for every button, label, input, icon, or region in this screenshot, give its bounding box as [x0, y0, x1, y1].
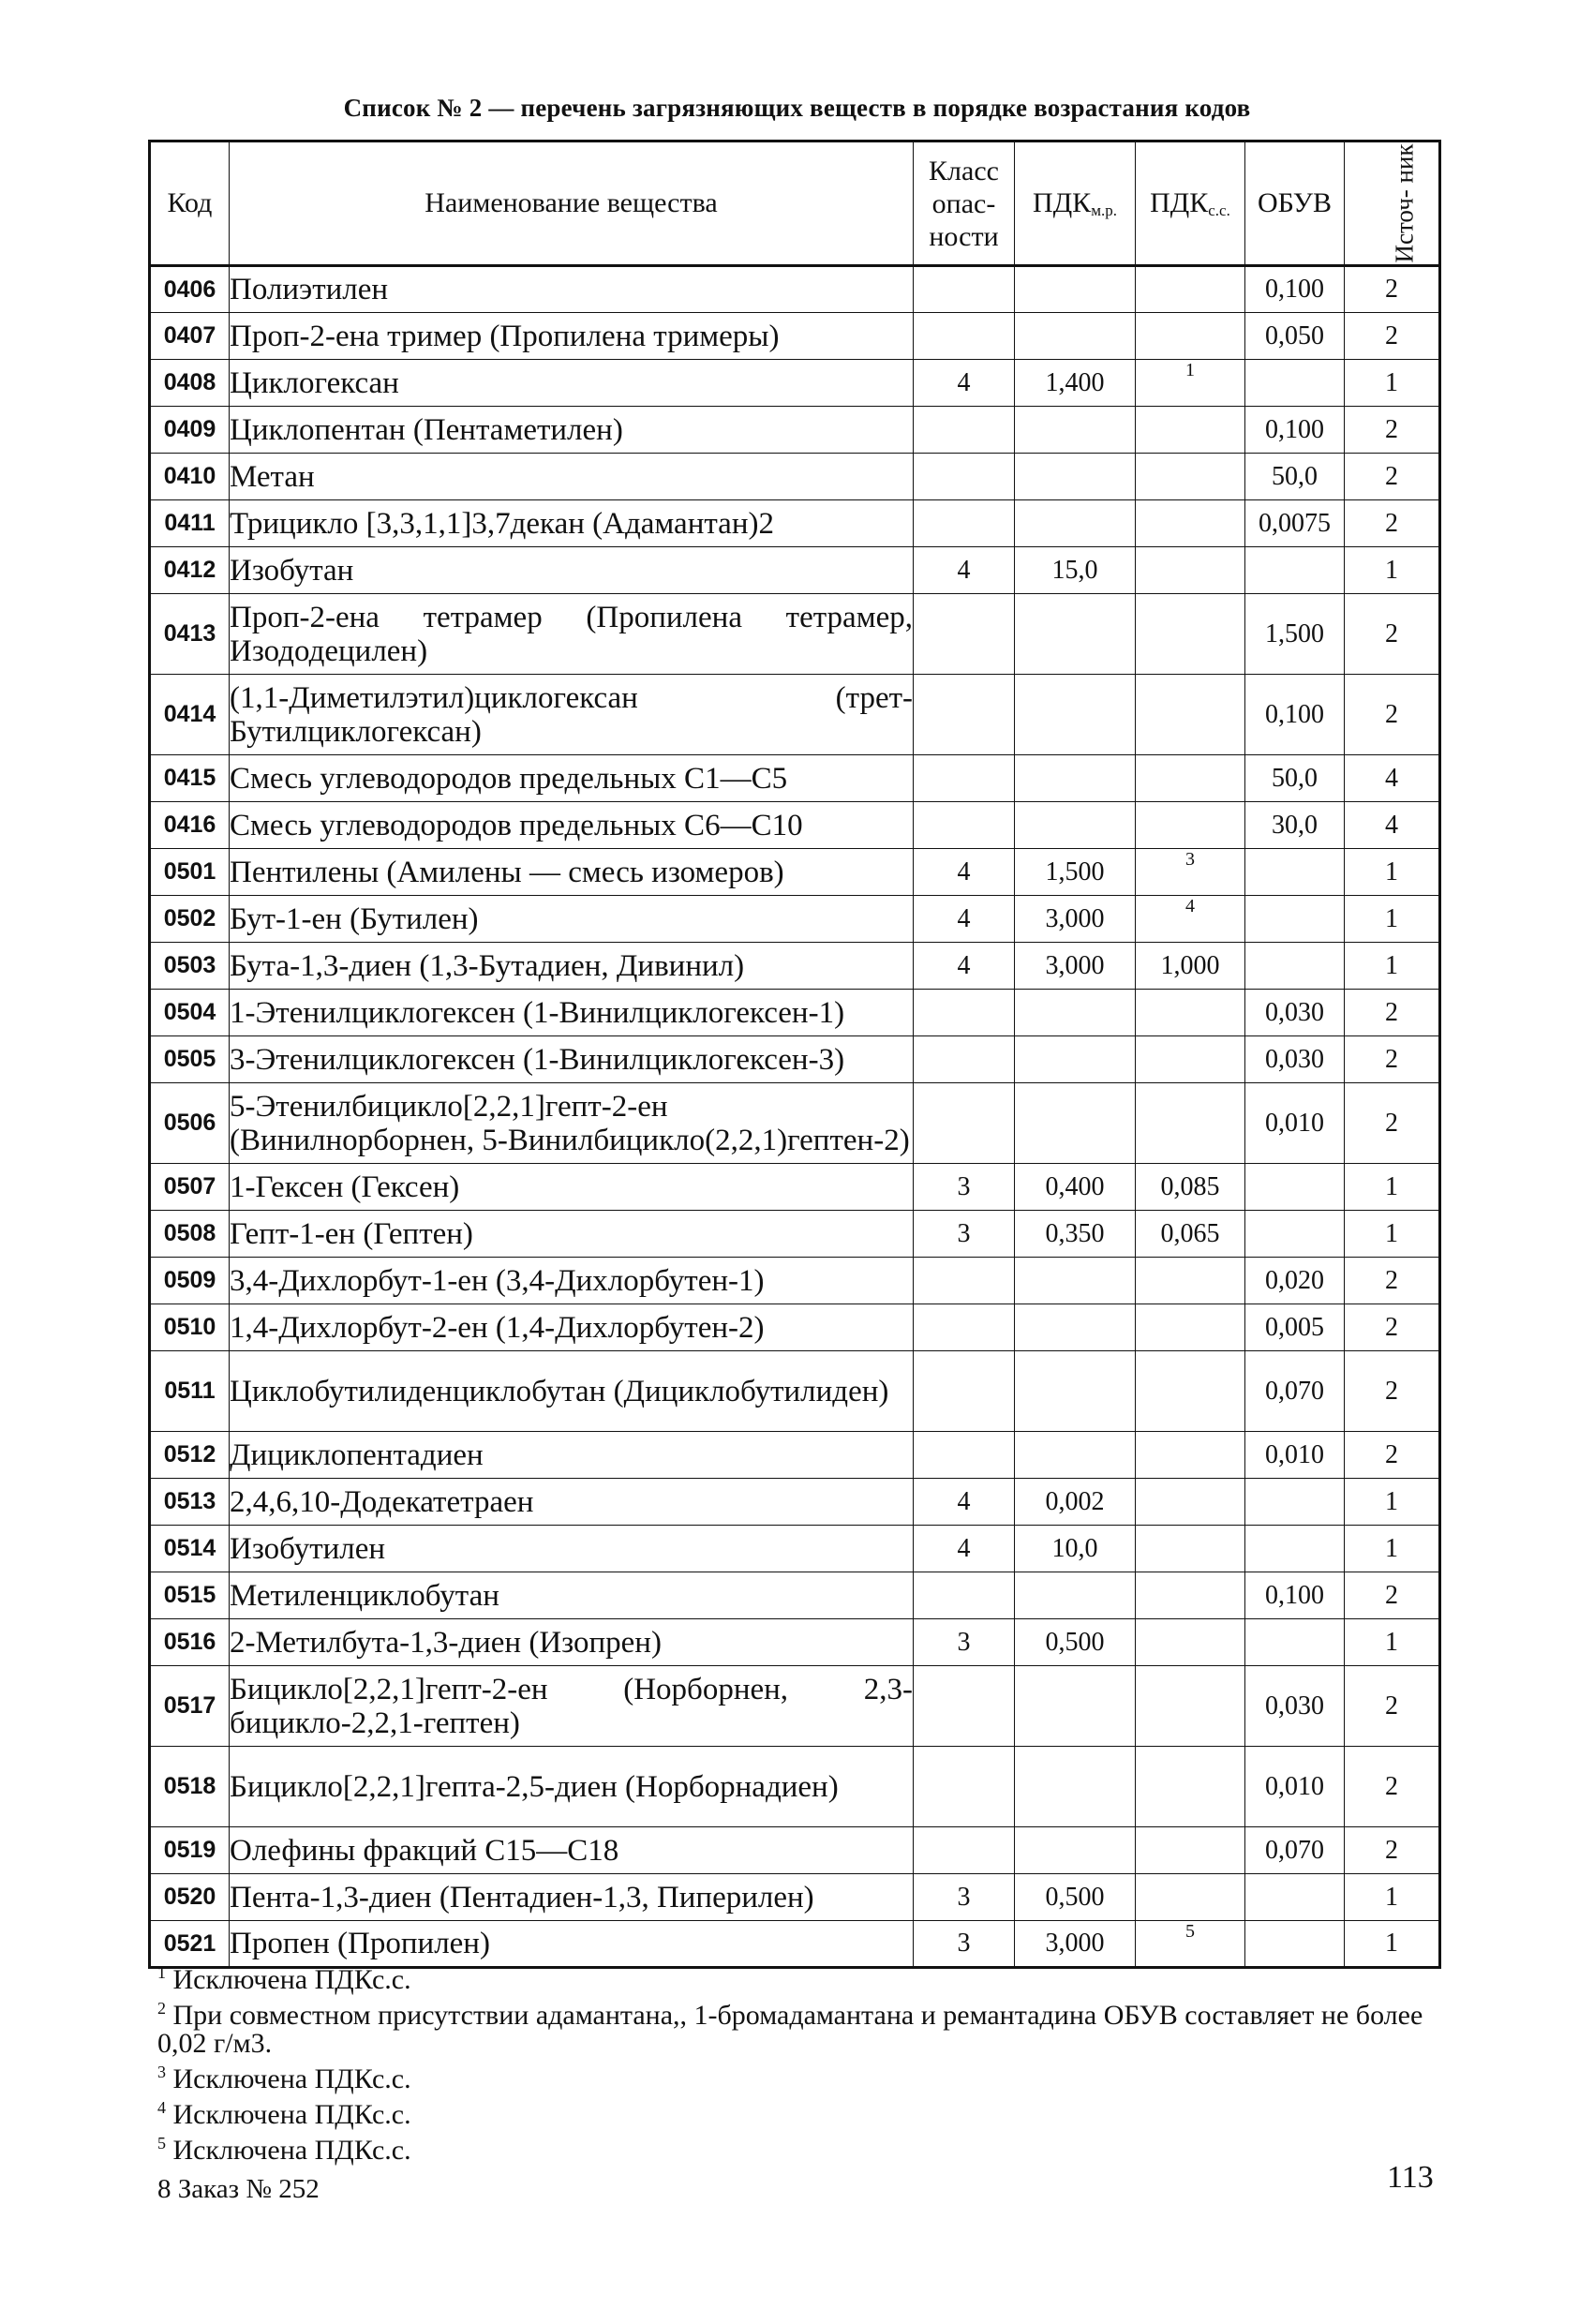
footnote-number: 4 [157, 2098, 166, 2117]
cell-code: 0507 [150, 1164, 230, 1211]
cell-pdk-ss [1136, 1827, 1245, 1874]
cell-code: 0505 [150, 1036, 230, 1083]
cell-pdk-ss [1136, 802, 1245, 849]
cell-pdk-mr: 0,500 [1015, 1619, 1136, 1666]
cell-obuv: 0,020 [1245, 1258, 1345, 1304]
page-title: Список № 2 — перечень загрязняющих веществ в порядке возрастания кодов [343, 94, 1251, 122]
cell-class [914, 1304, 1015, 1351]
footnote-text: Исключена ПДКс.с. [172, 2135, 411, 2166]
table-row [150, 755, 1440, 802]
cell-obuv: 0,0075 [1245, 500, 1345, 547]
table-header-row [150, 142, 1440, 266]
cell-pdk-ss [1136, 500, 1245, 547]
cell-code: 0515 [150, 1572, 230, 1619]
cell-name: Пента-1,3-диен (Пентадиен-1,3, Пиперилен) [230, 1874, 914, 1921]
cell-pdk-mr [1015, 802, 1136, 849]
cell-name: Циклопентан (Пентаметилен) [230, 407, 914, 454]
cell-pdk-mr [1015, 1747, 1136, 1827]
table-row [150, 360, 1440, 407]
cell-pdk-ss [1136, 594, 1245, 675]
cell-name: Метиленциклобутан [230, 1572, 914, 1619]
cell-class: 4 [914, 943, 1015, 990]
cell-code: 0413 [150, 594, 230, 675]
cell-pdk-mr: 1,400 [1015, 360, 1136, 407]
cell-code: 0516 [150, 1619, 230, 1666]
cell-class: 4 [914, 1479, 1015, 1526]
cell-code: 0415 [150, 755, 230, 802]
cell-pdk-mr [1015, 1351, 1136, 1432]
table-row [150, 1083, 1440, 1164]
cell-source: 2 [1345, 1747, 1440, 1827]
cell-pdk-mr: 0,500 [1015, 1874, 1136, 1921]
cell-code: 0511 [150, 1351, 230, 1432]
table-row [150, 896, 1440, 943]
order-note: 8 Заказ № 252 [157, 2174, 320, 2204]
cell-pdk-ss: 0,065 [1136, 1211, 1245, 1258]
cell-source: 1 [1345, 1479, 1440, 1526]
cell-obuv: 0,100 [1245, 407, 1345, 454]
table-row [150, 1572, 1440, 1619]
cell-name: 1-Этенилциклогексен (1-Винилциклогексен-1) [230, 990, 914, 1036]
cell-obuv [1245, 896, 1345, 943]
cell-pdk-ss [1136, 1874, 1245, 1921]
cell-obuv [1245, 360, 1345, 407]
footnote-number: 3 [157, 2063, 166, 2081]
cell-name: 2,4,6,10-Додекатетраен [230, 1479, 914, 1526]
cell-class [914, 266, 1015, 313]
cell-name: Бицикло[2,2,1]гепт-2-ен (Норборнен, 2,3-бицикло-2,2,1-гептен) [230, 1666, 914, 1747]
footnote-text: Исключена ПДКс.с. [172, 1964, 411, 1995]
cell-name: Бута-1,3-диен (1,3-Бутадиен, Дивинил) [230, 943, 914, 990]
cell-name: Изобутан [230, 547, 914, 594]
footnote [157, 2093, 1438, 2129]
table-row [150, 594, 1440, 675]
cell-pdk-mr [1015, 500, 1136, 547]
cell-source: 1 [1345, 1921, 1440, 1968]
table-row [150, 1258, 1440, 1304]
table-row [150, 500, 1440, 547]
cell-pdk-ss: 4 [1136, 896, 1245, 943]
cell-code: 0409 [150, 407, 230, 454]
cell-obuv: 0,010 [1245, 1083, 1345, 1164]
table-row [150, 1351, 1440, 1432]
cell-obuv: 0,050 [1245, 313, 1345, 360]
cell-name: Пропен (Пропилен) [230, 1921, 914, 1968]
cell-pdk-ss [1136, 266, 1245, 313]
table-row [150, 407, 1440, 454]
footnote-number: 2 [157, 1999, 166, 2018]
cell-pdk-ss: 3 [1136, 849, 1245, 896]
header-code: Код [150, 142, 230, 266]
cell-class [914, 990, 1015, 1036]
table-row [150, 802, 1440, 849]
footnote-number: 5 [157, 2134, 166, 2153]
cell-class [914, 755, 1015, 802]
cell-name: Бицикло[2,2,1]гепта-2,5-диен (Норборнадиен) [230, 1747, 914, 1827]
cell-code: 0502 [150, 896, 230, 943]
cell-code: 0407 [150, 313, 230, 360]
table-body [150, 266, 1440, 1968]
header-pdk-ss-sub: с.с. [1208, 201, 1230, 219]
cell-source: 2 [1345, 1351, 1440, 1432]
cell-source: 2 [1345, 1666, 1440, 1747]
cell-source: 1 [1345, 1526, 1440, 1572]
footnote-text: При совместном присутствии адамантана,, 1-бромадамантана и ремантадина ОБУВ составляет не более 0,02 г/м3. [157, 2000, 1423, 2059]
cell-pdk-mr [1015, 266, 1136, 313]
cell-obuv [1245, 943, 1345, 990]
cell-pdk-ss [1136, 1619, 1245, 1666]
cell-obuv: 50,0 [1245, 755, 1345, 802]
cell-source: 2 [1345, 1572, 1440, 1619]
cell-pdk-ss [1136, 1304, 1245, 1351]
cell-name: Смесь углеводородов предельных C6—C10 [230, 802, 914, 849]
cell-pdk-mr: 10,0 [1015, 1526, 1136, 1572]
footnote [157, 1959, 1438, 1994]
footnotes [157, 1959, 1438, 2165]
cell-class [914, 1666, 1015, 1747]
cell-class [914, 1083, 1015, 1164]
footnote [157, 1994, 1438, 2058]
footnote [157, 2129, 1438, 2165]
cell-obuv: 0,005 [1245, 1304, 1345, 1351]
cell-class: 3 [914, 1619, 1015, 1666]
cell-pdk-ss: 1 [1136, 360, 1245, 407]
cell-class: 4 [914, 896, 1015, 943]
cell-pdk-ss [1136, 407, 1245, 454]
cell-source: 2 [1345, 1083, 1440, 1164]
cell-pdk-ss [1136, 1526, 1245, 1572]
cell-pdk-mr: 0,350 [1015, 1211, 1136, 1258]
cell-obuv [1245, 1164, 1345, 1211]
cell-source: 2 [1345, 313, 1440, 360]
table-row [150, 1304, 1440, 1351]
cell-class: 4 [914, 547, 1015, 594]
cell-pdk-ss [1136, 990, 1245, 1036]
cell-pdk-ss [1136, 547, 1245, 594]
header-obuv: ОБУВ [1245, 142, 1345, 266]
cell-pdk-ss [1136, 1036, 1245, 1083]
cell-pdk-ss [1136, 1432, 1245, 1479]
cell-name: Трицикло [3,3,1,1]3,7декан (Адамантан)2 [230, 500, 914, 547]
cell-code: 0519 [150, 1827, 230, 1874]
cell-code: 0517 [150, 1666, 230, 1747]
cell-pdk-mr [1015, 755, 1136, 802]
table-row [150, 454, 1440, 500]
cell-source: 1 [1345, 1874, 1440, 1921]
cell-name: 2-Метилбута-1,3-диен (Изопрен) [230, 1619, 914, 1666]
cell-obuv [1245, 1619, 1345, 1666]
cell-source: 1 [1345, 1164, 1440, 1211]
cell-source: 1 [1345, 360, 1440, 407]
cell-class: 3 [914, 1921, 1015, 1968]
cell-pdk-ss: 5 [1136, 1921, 1245, 1968]
cell-code: 0412 [150, 547, 230, 594]
cell-name: Смесь углеводородов предельных C1—C5 [230, 755, 914, 802]
cell-obuv [1245, 1479, 1345, 1526]
substances-table [148, 140, 1441, 1969]
cell-obuv: 1,500 [1245, 594, 1345, 675]
cell-pdk-mr: 0,400 [1015, 1164, 1136, 1211]
cell-class: 4 [914, 849, 1015, 896]
cell-code: 0520 [150, 1874, 230, 1921]
table-row [150, 313, 1440, 360]
cell-pdk-mr [1015, 313, 1136, 360]
cell-code: 0506 [150, 1083, 230, 1164]
cell-pdk-mr [1015, 407, 1136, 454]
cell-name: 3-Этенилциклогексен (1-Винилциклогексен-3) [230, 1036, 914, 1083]
footnote-number: 1 [157, 1963, 166, 1982]
cell-pdk-mr [1015, 1258, 1136, 1304]
cell-source: 2 [1345, 266, 1440, 313]
cell-obuv: 0,030 [1245, 990, 1345, 1036]
footnote-text: Исключена ПДКс.с. [172, 2099, 411, 2130]
table-row [150, 943, 1440, 990]
cell-name: (1,1-Диметилэтил)циклогексан (трет-Бутилциклогексан) [230, 675, 914, 755]
cell-code: 0408 [150, 360, 230, 407]
cell-pdk-ss [1136, 1666, 1245, 1747]
cell-obuv: 0,100 [1245, 1572, 1345, 1619]
cell-class [914, 1572, 1015, 1619]
cell-code: 0414 [150, 675, 230, 755]
cell-code: 0501 [150, 849, 230, 896]
cell-name: 3,4-Дихлорбут-1-ен (3,4-Дихлорбутен-1) [230, 1258, 914, 1304]
header-pdk-mr-sub: м.р. [1091, 201, 1117, 219]
table-row [150, 266, 1440, 313]
cell-obuv: 0,010 [1245, 1432, 1345, 1479]
cell-pdk-mr: 15,0 [1015, 547, 1136, 594]
cell-obuv [1245, 1211, 1345, 1258]
cell-source: 1 [1345, 896, 1440, 943]
table-row [150, 1211, 1440, 1258]
cell-pdk-mr: 3,000 [1015, 943, 1136, 990]
header-source-label: Источ- ник [1390, 143, 1419, 263]
cell-source: 2 [1345, 1432, 1440, 1479]
cell-code: 0508 [150, 1211, 230, 1258]
table-row [150, 1526, 1440, 1572]
cell-class [914, 1351, 1015, 1432]
cell-pdk-mr: 3,000 [1015, 896, 1136, 943]
cell-code: 0416 [150, 802, 230, 849]
cell-class: 4 [914, 1526, 1015, 1572]
cell-code: 0514 [150, 1526, 230, 1572]
table-row [150, 1432, 1440, 1479]
cell-name: Полиэтилен [230, 266, 914, 313]
cell-obuv: 0,010 [1245, 1747, 1345, 1827]
cell-obuv [1245, 547, 1345, 594]
table-row [150, 1666, 1440, 1747]
table-row [150, 1479, 1440, 1526]
cell-source: 2 [1345, 1036, 1440, 1083]
cell-source: 4 [1345, 755, 1440, 802]
header-pdk-mr-label: ПДК [1033, 186, 1092, 218]
cell-class [914, 675, 1015, 755]
cell-class: 3 [914, 1874, 1015, 1921]
cell-source: 2 [1345, 1827, 1440, 1874]
cell-pdk-ss [1136, 313, 1245, 360]
cell-pdk-ss: 0,085 [1136, 1164, 1245, 1211]
header-pdk-ss [1136, 142, 1245, 266]
cell-code: 0509 [150, 1258, 230, 1304]
cell-pdk-ss: 1,000 [1136, 943, 1245, 990]
cell-name: 1-Гексен (Гексен) [230, 1164, 914, 1211]
cell-source: 2 [1345, 1258, 1440, 1304]
cell-name: 1,4-Дихлорбут-2-ен (1,4-Дихлорбутен-2) [230, 1304, 914, 1351]
cell-code: 0411 [150, 500, 230, 547]
cell-code: 0503 [150, 943, 230, 990]
cell-obuv: 0,100 [1245, 675, 1345, 755]
cell-obuv: 0,100 [1245, 266, 1345, 313]
cell-pdk-ss [1136, 1083, 1245, 1164]
cell-source: 4 [1345, 802, 1440, 849]
cell-source: 2 [1345, 990, 1440, 1036]
header-pdk-mr [1015, 142, 1136, 266]
cell-name: Гепт-1-ен (Гептен) [230, 1211, 914, 1258]
cell-obuv: 30,0 [1245, 802, 1345, 849]
cell-class [914, 500, 1015, 547]
cell-class [914, 802, 1015, 849]
cell-source: 2 [1345, 500, 1440, 547]
cell-code: 0406 [150, 266, 230, 313]
cell-pdk-mr: 0,002 [1015, 1479, 1136, 1526]
cell-pdk-ss [1136, 1351, 1245, 1432]
cell-name: Циклобутилиденциклобутан (Дициклобутилиден) [230, 1351, 914, 1432]
cell-name: Метан [230, 454, 914, 500]
cell-name: Циклогексан [230, 360, 914, 407]
cell-obuv [1245, 1526, 1345, 1572]
cell-name: Пентилены (Амилены — смесь изомеров) [230, 849, 914, 896]
table-row [150, 675, 1440, 755]
cell-pdk-mr [1015, 454, 1136, 500]
cell-obuv: 0,070 [1245, 1827, 1345, 1874]
cell-obuv: 50,0 [1245, 454, 1345, 500]
cell-name: Изобутилен [230, 1526, 914, 1572]
cell-pdk-mr [1015, 1304, 1136, 1351]
cell-pdk-ss [1136, 1258, 1245, 1304]
cell-code: 0518 [150, 1747, 230, 1827]
table-row [150, 990, 1440, 1036]
cell-name: Проп-2-ена тетрамер (Пропилена тетрамер, Изододецилен) [230, 594, 914, 675]
cell-pdk-mr: 1,500 [1015, 849, 1136, 896]
cell-pdk-mr [1015, 1827, 1136, 1874]
cell-class: 3 [914, 1211, 1015, 1258]
cell-obuv [1245, 849, 1345, 896]
cell-source: 1 [1345, 1211, 1440, 1258]
cell-name: Бут-1-ен (Бутилен) [230, 896, 914, 943]
cell-code: 0410 [150, 454, 230, 500]
cell-pdk-mr [1015, 675, 1136, 755]
cell-name: Проп-2-ена тример (Пропилена тримеры) [230, 313, 914, 360]
footnote [157, 2058, 1438, 2093]
header-pdk-ss-label: ПДК [1150, 186, 1209, 218]
header-class: Класс опас- ности [914, 142, 1015, 266]
table-row [150, 1747, 1440, 1827]
cell-code: 0521 [150, 1921, 230, 1968]
header-name: Наименование вещества [230, 142, 914, 266]
cell-source: 1 [1345, 849, 1440, 896]
cell-class: 4 [914, 360, 1015, 407]
cell-pdk-mr [1015, 990, 1136, 1036]
cell-class [914, 1432, 1015, 1479]
cell-pdk-mr [1015, 1083, 1136, 1164]
table-row [150, 849, 1440, 896]
cell-pdk-mr: 3,000 [1015, 1921, 1136, 1968]
cell-code: 0512 [150, 1432, 230, 1479]
cell-name: Дициклопентадиен [230, 1432, 914, 1479]
cell-class [914, 594, 1015, 675]
cell-code: 0513 [150, 1479, 230, 1526]
cell-class [914, 454, 1015, 500]
table-row [150, 547, 1440, 594]
table-row [150, 1874, 1440, 1921]
cell-pdk-ss [1136, 1747, 1245, 1827]
cell-pdk-mr [1015, 1432, 1136, 1479]
cell-pdk-mr [1015, 594, 1136, 675]
cell-code: 0504 [150, 990, 230, 1036]
cell-source: 2 [1345, 407, 1440, 454]
table-row [150, 1619, 1440, 1666]
page-number: 113 [1387, 2160, 1434, 2195]
cell-source: 1 [1345, 943, 1440, 990]
header-source [1345, 142, 1440, 266]
cell-source: 2 [1345, 1304, 1440, 1351]
cell-pdk-ss [1136, 755, 1245, 802]
cell-class [914, 1258, 1015, 1304]
cell-source: 1 [1345, 547, 1440, 594]
cell-name: Олефины фракций C15—C18 [230, 1827, 914, 1874]
cell-class [914, 313, 1015, 360]
cell-name: 5-Этенилбицикло[2,2,1]гепт-2-ен (Винилнорборнен, 5-Винилбицикло(2,2,1)гептен-2) [230, 1083, 914, 1164]
cell-code: 0510 [150, 1304, 230, 1351]
cell-class [914, 407, 1015, 454]
cell-obuv: 0,070 [1245, 1351, 1345, 1432]
cell-pdk-ss [1136, 454, 1245, 500]
cell-obuv: 0,030 [1245, 1666, 1345, 1747]
cell-pdk-ss [1136, 1572, 1245, 1619]
cell-obuv [1245, 1874, 1345, 1921]
cell-class [914, 1827, 1015, 1874]
footnote-text: Исключена ПДКс.с. [172, 2063, 411, 2094]
cell-class [914, 1036, 1015, 1083]
table-row [150, 1164, 1440, 1211]
cell-pdk-mr [1015, 1572, 1136, 1619]
cell-pdk-ss [1136, 675, 1245, 755]
table-row [150, 1036, 1440, 1083]
cell-source: 2 [1345, 675, 1440, 755]
cell-pdk-mr [1015, 1666, 1136, 1747]
cell-class [914, 1747, 1015, 1827]
cell-source: 1 [1345, 1619, 1440, 1666]
cell-obuv: 0,030 [1245, 1036, 1345, 1083]
cell-pdk-mr [1015, 1036, 1136, 1083]
cell-class: 3 [914, 1164, 1015, 1211]
cell-pdk-ss [1136, 1479, 1245, 1526]
cell-source: 2 [1345, 454, 1440, 500]
table-row [150, 1827, 1440, 1874]
cell-source: 2 [1345, 594, 1440, 675]
